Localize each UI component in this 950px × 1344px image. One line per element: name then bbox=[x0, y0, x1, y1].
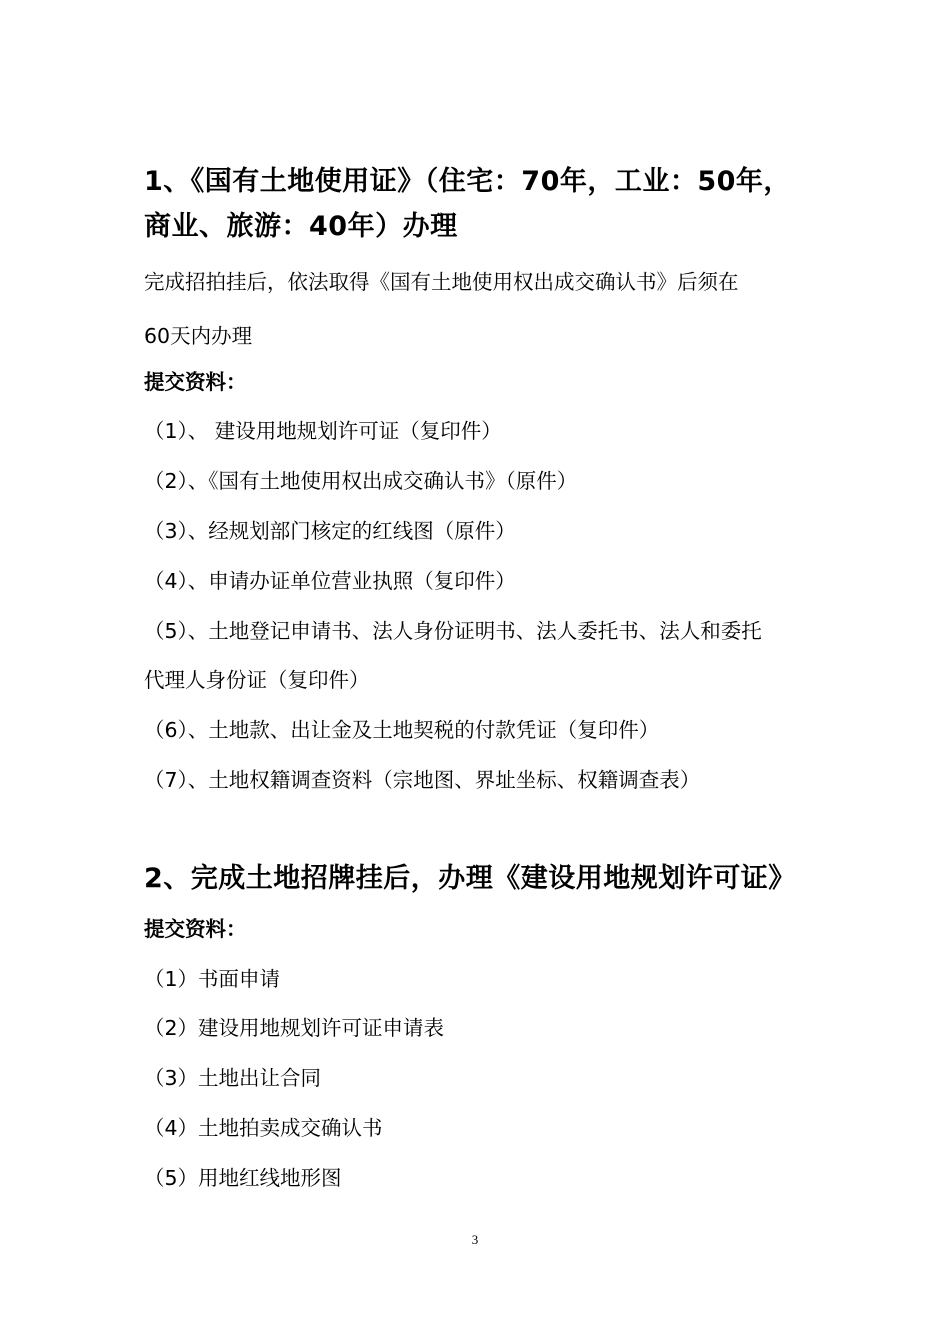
section2-materials-label: 提交资料： bbox=[144, 917, 247, 941]
section1-item-5-continued: 代理人身份证（复印件） bbox=[144, 668, 370, 692]
page-number: 3 bbox=[471, 1232, 479, 1247]
section1-intro-line2: 60天内办理 bbox=[144, 324, 253, 348]
section1-item-4: （4）、申请办证单位营业执照（复印件） bbox=[144, 569, 516, 593]
section2-item-5: （5）用地红线地形图 bbox=[144, 1166, 342, 1190]
section2-item-3: （3）土地出让合同 bbox=[144, 1066, 322, 1090]
section1-item-6: （6）、土地款、出让金及土地契税的付款凭证（复印件） bbox=[144, 718, 660, 742]
section1-item-1: （1）、 建设用地规划许可证（复印件） bbox=[144, 419, 502, 443]
section2-item-4: （4）土地拍卖成交确认书 bbox=[144, 1116, 383, 1140]
section1-item-5: （5）、土地登记申请书、法人身份证明书、法人委托书、法人和委托 bbox=[144, 619, 762, 643]
section2-heading: 2、完成土地招牌挂后，办理《建设用地规划许可证》 bbox=[144, 863, 796, 894]
section2-item-1: （1）书面申请 bbox=[144, 967, 281, 991]
section1-item-7: （7）、土地权籍调查资料（宗地图、界址坐标、权籍调查表） bbox=[144, 768, 701, 792]
section1-heading-line2: 商业、旅游：40年）办理 bbox=[144, 211, 458, 242]
section1-item-3: （3）、经规划部门核定的红线图（原件） bbox=[144, 519, 516, 543]
section2-item-2: （2）建设用地规划许可证申请表 bbox=[144, 1016, 445, 1040]
section1-materials-label: 提交资料： bbox=[144, 370, 247, 394]
section1-heading-line1: 1、《国有土地使用证》（住宅：70年，工业：50年， bbox=[144, 166, 791, 197]
section1-item-2: （2）、《国有土地使用权出成交确认书》（原件） bbox=[144, 469, 578, 493]
section1-intro-line1: 完成招拍挂后，依法取得《国有土地使用权出成交确认书》后须在 bbox=[144, 270, 739, 294]
